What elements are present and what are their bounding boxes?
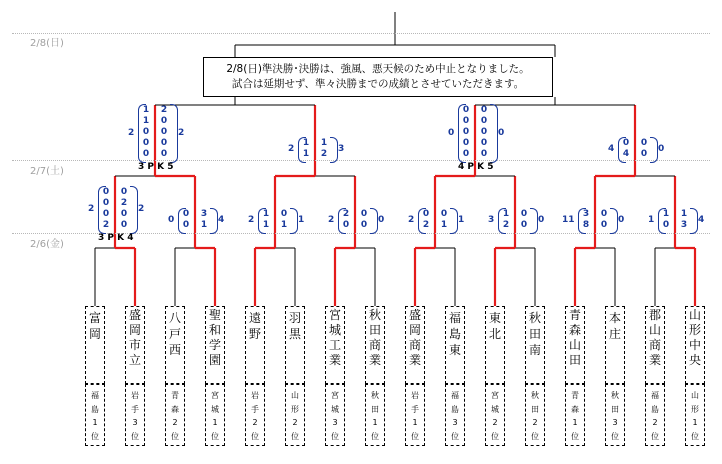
right-period-scores: [599, 209, 609, 231]
right-total-score: 4: [218, 215, 225, 225]
period-score: 0: [640, 149, 648, 159]
score-bracket: [618, 137, 626, 163]
period-score: 0: [160, 127, 168, 137]
period-score: 0: [520, 209, 528, 219]
period-score: 0: [480, 116, 488, 126]
score-bracket: [298, 137, 306, 163]
team-prefecture-rank: 宮 城 3 位: [325, 384, 345, 446]
period-score: 0: [422, 209, 430, 219]
period-score: 0: [440, 209, 448, 219]
score-bracket: [338, 208, 346, 234]
team-name: 青 森 山 田: [565, 306, 585, 384]
team-prefecture-rank: 岩 手 1 位: [405, 384, 425, 446]
period-score: 2: [342, 209, 350, 219]
score-bracket: [450, 208, 458, 234]
period-score: 0: [360, 220, 368, 230]
score-bracket: [610, 208, 618, 234]
period-score: 2: [502, 220, 510, 230]
period-score: 2: [102, 220, 110, 230]
penalty-kick-score: 3 P K 4: [98, 233, 134, 243]
team-prefecture-rank: 福 島 1 位: [85, 384, 105, 446]
period-score: 0: [360, 209, 368, 219]
right-period-scores: [359, 209, 369, 231]
right-total-score: 3: [338, 144, 345, 154]
period-score: 0: [480, 149, 488, 159]
team-name: 宮 城 工 業: [325, 306, 345, 384]
left-total-score: 0: [448, 127, 455, 138]
period-score: 2: [120, 198, 128, 208]
left-total-score: 3: [488, 215, 495, 225]
score-bracket: [490, 104, 498, 163]
date-divider: [12, 160, 710, 161]
period-score: 1: [302, 149, 310, 159]
team-name: 盛 岡 商 業: [405, 306, 425, 384]
period-score: 8: [582, 220, 590, 230]
team-name: 秋 田 南: [525, 306, 545, 384]
right-total-score: 1: [298, 215, 305, 225]
right-period-scores: [119, 187, 129, 231]
score-bracket: [130, 186, 138, 234]
score-bracket: [690, 208, 698, 234]
team-prefecture-rank: 秋 田 2 位: [525, 384, 545, 446]
team-name: 遠 野: [245, 306, 265, 384]
left-total-score: 2: [328, 215, 335, 225]
period-score: 0: [142, 149, 150, 159]
period-score: 1: [680, 209, 688, 219]
period-score: 0: [120, 220, 128, 230]
score-bracket: [370, 208, 378, 234]
team-prefecture-rank: 福 島 2 位: [645, 384, 665, 446]
right-period-scores: [159, 105, 169, 160]
score-bracket: [330, 137, 338, 163]
right-total-score: 0: [378, 215, 385, 225]
notice-line-1: 2/8(日)準決勝･決勝は、強風、悪天候のため中止となりました。: [226, 63, 530, 75]
period-score: 0: [480, 138, 488, 148]
score-bracket: [170, 104, 178, 163]
right-total-score: 2: [138, 204, 145, 214]
right-total-score: 0: [618, 215, 625, 225]
right-total-score: 0: [658, 144, 665, 154]
team-prefecture-rank: 青 森 2 位: [165, 384, 185, 446]
date-label-feb8: 2/8(日): [30, 38, 64, 49]
period-score: 0: [342, 220, 350, 230]
team-prefecture-rank: 福 島 3 位: [445, 384, 465, 446]
period-score: 4: [622, 149, 630, 159]
team-prefecture-rank: 秋 田 3 位: [605, 384, 625, 446]
penalty-kick-score: 3 P K 5: [138, 162, 174, 172]
period-score: 0: [662, 220, 670, 230]
right-period-scores: [639, 138, 649, 160]
period-score: 0: [640, 138, 648, 148]
period-score: 1: [662, 209, 670, 219]
score-bracket: [650, 137, 658, 163]
right-period-scores: [279, 209, 289, 231]
period-score: 0: [102, 187, 110, 197]
left-total-score: 2: [408, 215, 415, 225]
team-name: 本 庄: [605, 306, 625, 384]
team-name: 東 北: [485, 306, 505, 384]
notice-line-2: 試合は延期せず、準々決勝までの成績とさせていただきます。: [231, 78, 525, 90]
team-prefecture-rank: 山 形 1 位: [685, 384, 705, 446]
period-score: 1: [280, 220, 288, 230]
team-prefecture-rank: 山 形 2 位: [285, 384, 305, 446]
period-score: 1: [262, 220, 270, 230]
score-bracket: [658, 208, 666, 234]
period-score: 0: [280, 209, 288, 219]
date-label-feb7: 2/7(土): [30, 166, 64, 177]
period-score: 0: [600, 220, 608, 230]
team-name: 羽 黒: [285, 306, 305, 384]
right-total-score: 1: [458, 215, 465, 225]
left-total-score: 2: [128, 127, 135, 138]
team-name: 富 岡: [85, 306, 105, 384]
period-score: 0: [600, 209, 608, 219]
score-bracket: [210, 208, 218, 234]
period-score: 3: [582, 209, 590, 219]
period-score: 1: [320, 138, 328, 148]
team-name: 八 戸 西: [165, 306, 185, 384]
team-name: 聖 和 学 園: [205, 306, 225, 384]
period-score: 1: [142, 116, 150, 126]
team-name: 盛 岡 市 立: [125, 306, 145, 384]
period-score: 0: [462, 138, 470, 148]
period-score: 1: [200, 220, 208, 230]
left-total-score: 4: [608, 144, 615, 154]
right-period-scores: [479, 105, 489, 160]
left-total-score: 2: [288, 144, 295, 154]
score-bracket: [138, 104, 146, 163]
team-name: 福 島 東: [445, 306, 465, 384]
right-period-scores: [319, 138, 329, 160]
left-total-score: 2: [88, 204, 95, 214]
right-total-score: 0: [498, 127, 505, 138]
period-score: 0: [160, 149, 168, 159]
score-bracket: [290, 208, 298, 234]
team-prefecture-rank: 青 森 1 位: [565, 384, 585, 446]
period-score: 3: [200, 209, 208, 219]
left-total-score: 2: [248, 215, 255, 225]
team-name: 秋 田 商 業: [365, 306, 385, 384]
team-prefecture-rank: 岩 手 3 位: [125, 384, 145, 446]
score-bracket: [530, 208, 538, 234]
right-period-scores: [679, 209, 689, 231]
right-period-scores: [439, 209, 449, 231]
period-score: 0: [120, 209, 128, 219]
period-score: 1: [142, 105, 150, 115]
period-score: 2: [160, 105, 168, 115]
left-total-score: 0: [168, 215, 175, 225]
period-score: 0: [160, 116, 168, 126]
period-score: 1: [262, 209, 270, 219]
period-score: 1: [502, 209, 510, 219]
right-period-scores: [199, 209, 209, 231]
period-score: 0: [142, 138, 150, 148]
right-total-score: 0: [538, 215, 545, 225]
period-score: 0: [102, 198, 110, 208]
team-prefecture-rank: 宮 城 1 位: [205, 384, 225, 446]
period-score: 3: [680, 220, 688, 230]
period-score: 0: [462, 116, 470, 126]
period-score: 0: [462, 149, 470, 159]
score-bracket: [498, 208, 506, 234]
team-name: 郡 山 商 業: [645, 306, 665, 384]
team-prefecture-rank: 岩 手 2 位: [245, 384, 265, 446]
period-score: 0: [480, 127, 488, 137]
score-bracket: [98, 186, 106, 234]
period-score: 2: [422, 220, 430, 230]
period-score: 0: [462, 127, 470, 137]
score-bracket: [258, 208, 266, 234]
period-score: 0: [182, 220, 190, 230]
period-score: 0: [182, 209, 190, 219]
period-score: 0: [462, 105, 470, 115]
team-prefecture-rank: 秋 田 1 位: [365, 384, 385, 446]
period-score: 0: [120, 187, 128, 197]
period-score: 0: [160, 138, 168, 148]
score-bracket: [178, 208, 186, 234]
period-score: 1: [302, 138, 310, 148]
date-divider: [12, 33, 710, 34]
period-score: 0: [480, 105, 488, 115]
right-total-score: 4: [698, 215, 705, 225]
period-score: 2: [320, 149, 328, 159]
period-score: 0: [622, 138, 630, 148]
penalty-kick-score: 4 P K 5: [458, 162, 494, 172]
period-score: 0: [102, 209, 110, 219]
team-name: 山 形 中 央: [685, 306, 705, 384]
score-bracket: [578, 208, 586, 234]
period-score: 0: [520, 220, 528, 230]
right-period-scores: [519, 209, 529, 231]
right-total-score: 2: [178, 127, 185, 138]
score-bracket: [418, 208, 426, 234]
team-prefecture-rank: 宮 城 2 位: [485, 384, 505, 446]
period-score: 0: [142, 127, 150, 137]
score-bracket: [458, 104, 466, 163]
date-label-feb6: 2/6(金): [30, 239, 64, 250]
cancellation-notice: [203, 57, 553, 97]
left-total-score: 1: [648, 215, 655, 225]
left-total-score: 11: [562, 215, 575, 225]
period-score: 1: [440, 220, 448, 230]
